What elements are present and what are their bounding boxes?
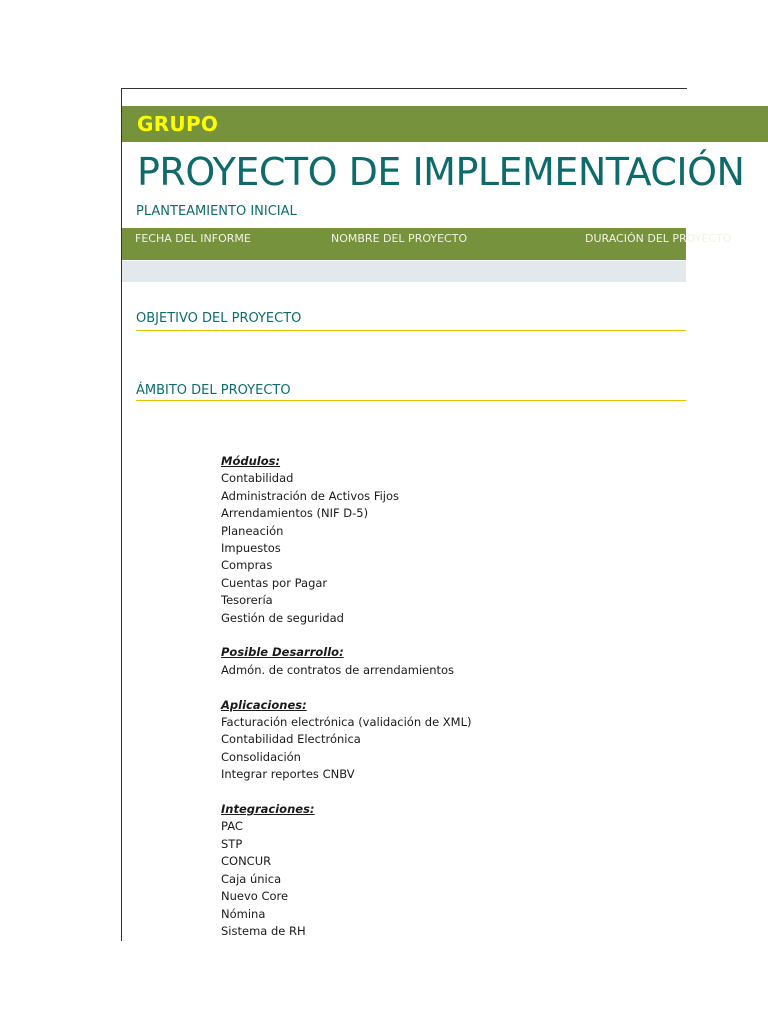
page-title: PROYECTO DE IMPLEMENTACIÓN: [137, 150, 745, 194]
list-item: Arrendamientos (NIF D-5): [221, 506, 369, 521]
column-header-nombre: NOMBRE DEL PROYECTO: [331, 232, 468, 245]
scope-group: [221, 453, 472, 627]
list-item: Planeación: [221, 523, 284, 538]
column-header-fecha: FECHA DEL INFORME: [135, 232, 251, 245]
scope-group-title: Aplicaciones:: [221, 697, 307, 712]
list-item: Nómina: [221, 906, 266, 921]
list-item: Contabilidad Electrónica: [221, 732, 361, 747]
list-item: STP: [221, 836, 243, 851]
scope-list: [221, 453, 472, 958]
list-item: Nuevo Core: [221, 889, 289, 904]
brand-label: GRUPO: [137, 112, 219, 136]
list-item: CONCUR: [221, 854, 272, 869]
scope-group: [221, 697, 472, 784]
section-ambito: ÁMBITO DEL PROYECTO: [136, 383, 291, 398]
list-item: Impuestos: [221, 541, 281, 556]
list-item: Consolidación: [221, 749, 301, 764]
document-sheet: [122, 89, 745, 989]
list-item: PAC: [221, 819, 243, 834]
scope-group: [221, 644, 472, 679]
list-item: Compras: [221, 558, 273, 573]
section-divider: [136, 400, 686, 401]
scope-group-title: Módulos:: [221, 454, 281, 468]
section-divider: [136, 330, 686, 331]
list-item: Contabilidad: [221, 471, 294, 486]
column-header-duracion: DURACIÓN DEL PROYECTO: [585, 232, 732, 245]
section-objetivo: OBJETIVO DEL PROYECTO: [136, 311, 302, 326]
list-item: Admón. de contratos de arrendamientos: [221, 662, 455, 677]
list-item: Sistema de RH: [221, 923, 306, 938]
list-item: Caja única: [221, 871, 282, 886]
list-item: Integrar reportes CNBV: [221, 767, 355, 782]
scope-group-title: Posible Desarrollo:: [221, 645, 344, 660]
table-row: [122, 261, 686, 282]
list-item: Gestión de seguridad: [221, 610, 344, 625]
scope-group: [221, 801, 472, 940]
scope-group-title: Integraciones:: [221, 802, 315, 817]
page-subtitle: PLANTEAMIENTO INICIAL: [136, 204, 297, 219]
list-item: Cuentas por Pagar: [221, 575, 328, 590]
list-item: Tesorería: [221, 593, 273, 608]
list-item: Administración de Activos Fijos: [221, 488, 400, 503]
list-item: Facturación electrónica (validación de XML): [221, 715, 472, 730]
